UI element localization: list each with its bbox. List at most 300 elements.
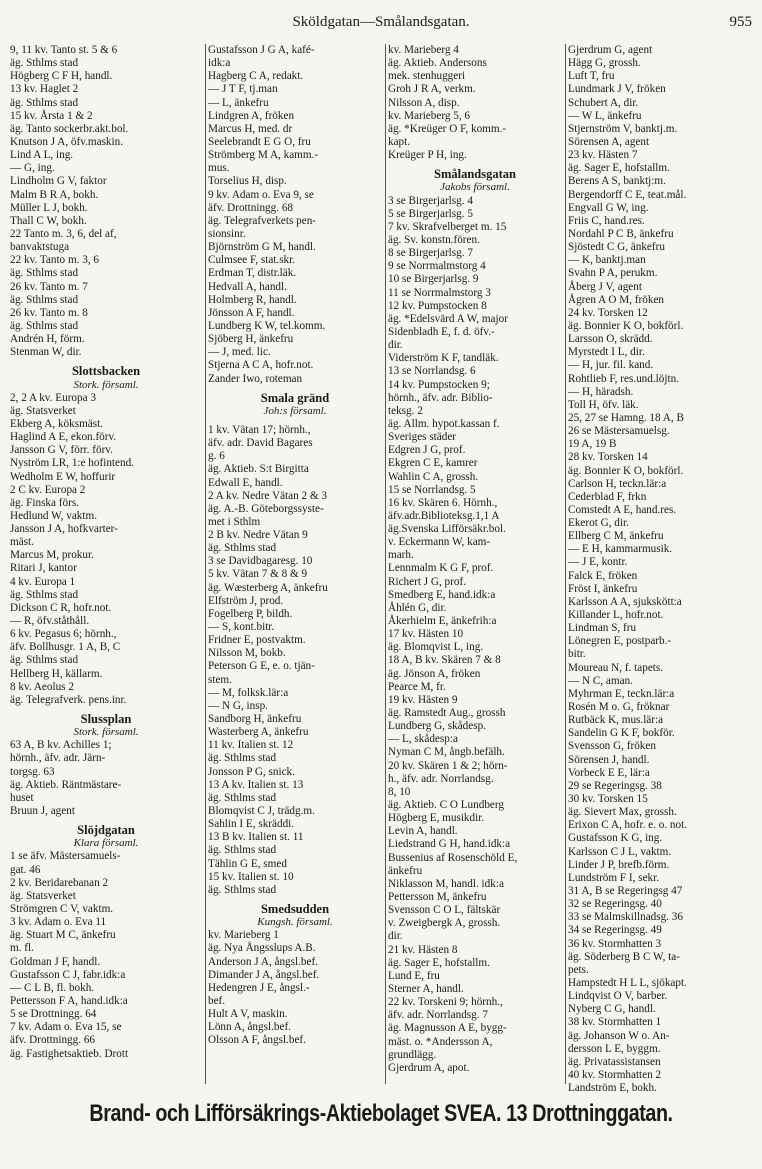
directory-entry: 15 kv. Årsta 1 & 2 — [10, 109, 93, 122]
directory-entry: Fridner E, postvaktm. — [208, 634, 306, 647]
directory-entry: 5 se Birgerjarlsg. 5 — [388, 207, 473, 220]
directory-entry: Lindholm G V, faktor — [10, 175, 107, 188]
directory-entry: 1 se äfv. Mästersamuels- — [10, 850, 121, 863]
directory-entry: — G, ing. — [10, 162, 55, 175]
directory-entry: Svensson C O L, fältskär — [388, 904, 501, 917]
directory-entry: Rohtlieb F, res.und.löjtn. — [568, 372, 679, 385]
directory-entry: äg. *Kreüger O F, komm.- — [388, 122, 507, 135]
directory-entry: — J, med. lic. — [208, 346, 271, 359]
directory-entry: 1 kv. Vätan 17; hörnh., — [208, 423, 311, 436]
directory-entry: Gustafsson K G, ing. — [568, 832, 663, 845]
directory-entry: 32 se Regeringsg. 40 — [568, 898, 662, 911]
directory-entry: äg. Wæsterberg A, änkefru — [208, 581, 328, 594]
directory-entry: 2 kv. Beridarebanan 2 — [10, 876, 109, 889]
directory-entry: äg. Aktieb. S:t Birgitta — [208, 463, 309, 476]
directory-entry: stem. — [208, 673, 232, 686]
directory-entry: äg. Sv. konstn.fören. — [388, 233, 480, 246]
directory-entry: Edwall E, handl. — [208, 476, 283, 489]
directory-entry: Lind A L, ing. — [10, 149, 74, 162]
directory-entry: Hampstedt H L L, sjökapt. — [568, 976, 687, 989]
directory-entry: 7 kv. Adam o. Eva 15, se — [10, 1021, 122, 1034]
directory-entry: Stenman W, dir. — [10, 346, 82, 359]
directory-entry: äg. Aktieb. Andersons — [388, 57, 487, 70]
directory-entry: — W L, änkefru — [568, 109, 642, 122]
directory-entry: Hellberg H, källarm. — [10, 667, 103, 680]
directory-entry: äg. Sthlms stad — [10, 654, 79, 667]
directory-entry: Müller L J, bokh. — [10, 201, 88, 214]
directory-entry: 9 se Norrmalmstorg 4 — [388, 260, 486, 273]
directory-entry: äg. Aktieb. C O Lundberg — [388, 799, 505, 812]
directory-entry: Jonsson P G, snick. — [208, 765, 295, 778]
directory-entry: Andrén H, förm. — [10, 333, 85, 346]
parish-label: Klara församl. — [73, 837, 139, 850]
directory-entry: Bruun J, agent — [10, 805, 75, 818]
directory-entry: Lindgren A, fröken — [208, 109, 295, 122]
directory-entry: äg. Statsverket — [10, 404, 76, 417]
directory-entry: mus. — [208, 162, 230, 175]
directory-entry: — J E, kontr. — [568, 556, 628, 569]
directory-entry: teksg. 2 — [388, 404, 423, 417]
directory-entry: Stjerna A C A, hofr.not. — [208, 359, 314, 372]
directory-entry: Gustafsson J G A, kafé- — [208, 44, 315, 56]
directory-entry: Karlsson A A, sjukskött:a — [568, 595, 682, 608]
parish-label: Stork. församl. — [73, 378, 139, 391]
directory-entry: Liedstrand G H, hand.idk:a — [388, 838, 511, 851]
directory-entry: — S, kont.bitr. — [208, 621, 275, 634]
directory-entry: Rosén M o. G, fröknar — [568, 701, 670, 714]
directory-entry: mäst. — [10, 536, 34, 549]
directory-entry: Hedengren J E, ångsl.- — [208, 981, 310, 994]
directory-entry: Sahlin I E, skräddi. — [208, 818, 295, 831]
directory-entry: äfv. adr. David Bagares — [208, 437, 313, 450]
directory-entry: Edgren J G, prof. — [388, 444, 466, 457]
directory-entry: Niklasson M, handl. idk:a — [388, 877, 504, 890]
directory-entry: Nilsson M, bokb. — [208, 647, 286, 660]
directory-entry: 2, 2 A kv. Europa 3 — [10, 391, 96, 404]
directory-entry: äg. Sthlms stad — [10, 588, 79, 601]
directory-entry: Dickson C R, hofr.not. — [10, 601, 112, 614]
directory-entry: Bussenius af Rosenschöld E, — [388, 851, 518, 864]
directory-entry: Lundberg G, skådesp. — [388, 720, 486, 733]
directory-entry: kv. Marieberg 1 — [208, 929, 279, 942]
directory-entry: 23 kv. Hästen 7 — [568, 149, 638, 162]
directory-entry: äg. Aktieb. Räntmästare- — [10, 778, 122, 791]
directory-entry: 3 se Davidbagaresg. 10 — [208, 555, 313, 568]
directory-entry: 9 kv. Adam o. Eva 9, se — [208, 188, 314, 201]
directory-entry: Goldman J F, handl. — [10, 955, 101, 968]
directory-entry: dir. — [388, 339, 403, 352]
directory-entry: Sterner A, handl. — [388, 982, 464, 995]
directory-entry: — N C, aman. — [568, 674, 633, 687]
directory-entry: äg. Sthlms stad — [10, 293, 79, 306]
directory-entry: Groh J R A, verkm. — [388, 83, 476, 96]
directory-entry: äg. Telegrafverk. pens.inr. — [10, 693, 127, 706]
directory-entry: 18 A, B kv. Skären 7 & 8 — [388, 654, 501, 667]
directory-entry: Peterson G E, e. o. tjän- — [208, 660, 315, 673]
directory-entry: — R, öfv.ståthåll. — [10, 615, 90, 628]
directory-entry: pets. — [568, 963, 589, 976]
street-heading: Slöjdgatan — [77, 823, 135, 838]
directory-entry: äg. Privatassistansen — [568, 1055, 661, 1068]
directory-entry: mäst. o. *Andersson A, — [388, 1035, 493, 1048]
directory-entry: hörnh., äfv. adr. Biblio- — [388, 391, 493, 404]
directory-entry: 5 kv. Vätan 7 & 8 & 9 — [208, 568, 308, 581]
directory-entry: Pettersson F A, hand.idk:a — [10, 994, 128, 1007]
directory-entry: Linder J P, brefb.förm. — [568, 858, 670, 871]
directory-entry: 8 se Birgerjarlsg. 7 — [388, 247, 473, 260]
directory-entry: Rutbäck K, mus.lär:a — [568, 714, 664, 727]
directory-entry: äg. Stuart M C, änkefru — [10, 929, 116, 942]
parish-label: Jakobs församl. — [440, 181, 510, 194]
directory-entry: Killander L, hofr.not. — [568, 609, 664, 622]
directory-entry: 28 kv. Torsken 14 — [568, 451, 648, 464]
directory-entry: 15 kv. Italien st. 10 — [208, 870, 294, 883]
directory-entry: Pearce M, fr. — [388, 680, 446, 693]
directory-entry: Ågren A O M, fröken — [568, 293, 665, 306]
directory-entry: 2 A kv. Nedre Vätan 2 & 3 — [208, 489, 328, 502]
directory-entry: Sveriges städer — [388, 431, 457, 444]
directory-entry: äg. Ramstedt Aug., grossh — [388, 707, 506, 720]
directory-entry: äg. Blomqvist L, ing. — [388, 641, 484, 654]
street-heading: Smedsudden — [260, 902, 330, 916]
directory-entry: 19 A, 19 B — [568, 438, 617, 451]
directory-entry: Svensson G, fröken — [568, 740, 656, 753]
directory-entry: 24 kv. Torsken 12 — [568, 306, 648, 319]
directory-entry: äfv. Bollhusgr. 1 A, B, C — [10, 641, 121, 654]
directory-entry: Thall C W, bokh. — [10, 214, 87, 227]
directory-entry: Wedholm E W, hoffurir — [10, 470, 116, 483]
directory-entry: Torselius H, disp. — [208, 175, 287, 188]
directory-entry: Haglind A E, ekon.förv. — [10, 431, 117, 444]
directory-entry: Larsson O, skrädd. — [568, 333, 653, 346]
parish-label: Joh:s församl. — [263, 404, 327, 417]
directory-entry: äfv. Drottningg. 68 — [208, 201, 294, 214]
directory-entry: Lundmark J V, fröken — [568, 83, 666, 96]
directory-entry: änkefru — [388, 864, 423, 877]
directory-entry: — J T F, tj.man — [208, 83, 278, 96]
directory-entry: 21 kv. Hästen 8 — [388, 943, 458, 956]
directory-entry: Jönsson A F, handl. — [208, 306, 295, 319]
directory-entry: — H, häradsh. — [568, 385, 634, 398]
directory-entry: Engvall G W, ing. — [568, 201, 649, 214]
directory-entry: m. fl. — [10, 942, 34, 955]
directory-entry: äg. Sthlms stad — [208, 844, 277, 857]
directory-entry: Lönegren E, postparb.- — [568, 635, 672, 648]
directory-entry: Bergendorff C E, teat.mål. — [568, 188, 687, 201]
directory-entry: äg. Sthlms stad — [208, 542, 277, 555]
directory-entry: Lundström F I, sekr. — [568, 871, 660, 884]
directory-entry: Sjöstedt C G, änkefru — [568, 241, 665, 254]
directory-entry: 14 kv. Pumpstocken 9; — [388, 378, 490, 391]
directory-entry: 7 kv. Skrafvelberget m. 15 — [388, 220, 507, 233]
directory-entry: 17 kv. Hästen 10 — [388, 628, 464, 641]
directory-entry: Strömberg M A, kamm.- — [208, 149, 319, 162]
directory-entry: Elfström J, prod. — [208, 594, 284, 607]
directory-entry: 38 kv. Stormhatten 1 — [568, 1016, 662, 1029]
directory-entry: Carlson H, teckn.lär:a — [568, 477, 667, 490]
directory-entry: Seelebrandt E G O, fru — [208, 135, 311, 148]
directory-entry: Nordahl P C B, änkefru — [568, 227, 674, 240]
directory-entry: äg. Sthlms stad — [10, 57, 79, 70]
directory-entry: mek. stenhuggeri — [388, 70, 466, 83]
page-title: Sköldgatan—Smålandsgatan. — [292, 14, 470, 30]
directory-entry: Olsson A F, ångsl.bef. — [208, 1034, 306, 1047]
directory-entry: 25, 27 se Hamng. 18 A, B — [568, 411, 684, 424]
parish-label: Kungsh. församl. — [257, 916, 333, 929]
directory-entry: 22 kv. Torskeni 9; hörnh., — [388, 996, 503, 1009]
directory-entry: Anderson J A, ångsl.bef. — [208, 955, 318, 968]
directory-entry: Gjerdrum G, agent — [568, 44, 653, 56]
directory-entry: 3 se Birgerjarlsg. 4 — [388, 194, 473, 207]
directory-entry: Åberg J V, agent — [568, 280, 642, 293]
directory-entry: hörnh., äfv. adr. Järn- — [10, 752, 106, 765]
directory-entry: Jansson G V, förr. förv. — [10, 444, 113, 457]
directory-entry: 34 se Regeringsg. 49 — [568, 924, 662, 937]
street-heading: Smala gränd — [260, 390, 330, 405]
column-3 — [386, 44, 566, 1084]
directory-entry: 26 se Mästersamuelsg. — [568, 425, 670, 438]
directory-entry: Culmsee F, stat.skr. — [208, 254, 296, 267]
directory-entry: Stjernström V, banktj.m. — [568, 122, 678, 135]
directory-entry: Fogelberg P, bildh. — [208, 607, 293, 620]
directory-entry: Lönn A, ångsl.bef. — [208, 1021, 291, 1034]
directory-entry: Hagberg C A, redakt. — [208, 70, 304, 83]
directory-entry: v. Eckermann W, kam- — [388, 536, 491, 549]
directory-entry: 6 kv. Pegasus 6; hörnh., — [10, 628, 117, 641]
directory-entry: Lennmalm K G F, prof. — [388, 562, 494, 575]
directory-entry: 19 kv. Hästen 9 — [388, 693, 458, 706]
directory-entry: 26 kv. Tanto m. 7 — [10, 280, 88, 293]
directory-entry: äg. Sthlms stad — [208, 752, 277, 765]
directory-entry: Lindman S, fru — [568, 622, 637, 635]
directory-entry: 4 kv. Europa 1 — [10, 575, 76, 588]
directory-entry: 13 A kv. Italien st. 13 — [208, 778, 304, 791]
directory-entry: äg. Sager E, hofstallm. — [568, 162, 670, 175]
directory-entry: Fröst I, änkefru — [568, 582, 638, 595]
directory-entry: Gustafsson C J, fabr.idk:a — [10, 968, 126, 981]
directory-entry: Nyberg C G, handl. — [568, 1003, 656, 1016]
directory-entry: v. Zweigbergk A, grossh. — [388, 917, 501, 930]
directory-entry: Dimander J A, ångsl.bef. — [208, 968, 320, 981]
directory-entry: 3 kv. Adam o. Eva 11 — [10, 916, 107, 929]
directory-entry: 63 A, B kv. Achilles 1; — [10, 739, 112, 752]
directory-entry: h., äfv. adr. Norrlandsg. — [388, 772, 494, 785]
directory-entry: Comstedt A E, hand.res. — [568, 503, 677, 516]
directory-entry: Nyman C M, ångb.befälh. — [388, 746, 505, 759]
directory-entry: äg. Telegrafverkets pen- — [208, 214, 317, 227]
directory-entry: huset — [10, 791, 34, 804]
directory-entry: Lundberg K W, tel.komm. — [208, 319, 326, 332]
parish-label: Stork. församl. — [73, 726, 139, 739]
directory-entry: äg. Sthlms stad — [208, 791, 277, 804]
directory-entry: — L, skådesp:a — [388, 733, 458, 746]
column-2 — [206, 44, 386, 1084]
directory-entry: kv. Marieberg 4 — [388, 44, 459, 56]
directory-entry: 8 kv. Aeolus 2 — [10, 680, 74, 693]
directory-entry: 11 se Norrmalmstorg 3 — [388, 286, 491, 299]
directory-entry: Gjerdrum A, apot. — [388, 1061, 470, 1074]
directory-columns — [8, 44, 756, 1095]
directory-entry: kapt. — [388, 135, 411, 148]
directory-entry: Åkerhielm E, änkefrih:a — [388, 615, 497, 628]
directory-entry: — H, jur. fil. kand. — [568, 359, 654, 372]
directory-entry: — C L B, fl. bokh. — [10, 981, 95, 994]
directory-entry: äg. Nya Ångsslups A.B. — [208, 942, 316, 955]
directory-entry: 36 kv. Stormhatten 3 — [568, 937, 662, 950]
directory-entry: 30 kv. Torsken 15 — [568, 793, 648, 806]
directory-entry: sionsinr. — [208, 227, 246, 240]
directory-entry: 29 se Regeringsg. 38 — [568, 779, 662, 792]
street-heading: Smålandsgatan — [434, 167, 516, 182]
directory-entry: Sjöberg H, änkefru — [208, 333, 294, 346]
directory-entry: Malm B R A, bokh. — [10, 188, 99, 201]
directory-entry: bef. — [208, 994, 226, 1007]
directory-entry: Wasterberg A, änkefru — [208, 726, 309, 739]
directory-entry: bitr. — [568, 648, 586, 661]
directory-entry: marh. — [388, 549, 414, 562]
directory-entry: Landström E, bokh. — [568, 1082, 657, 1095]
directory-entry: Zander Iwo, roteman — [208, 372, 303, 385]
directory-entry: Friis C, hand.res. — [568, 214, 645, 227]
directory-entry: Lindqvist O V, barber. — [568, 990, 668, 1003]
directory-entry: — M, folksk.lär:a — [208, 686, 289, 699]
directory-entry: — E H, kammarmusik. — [568, 543, 673, 556]
directory-entry: Björnström G M, handl. — [208, 241, 316, 254]
directory-entry: äg. Bonnier K O, bokförl. — [568, 319, 684, 332]
running-head — [0, 14, 762, 36]
directory-entry: 8, 10 — [388, 785, 411, 798]
directory-entry: 11 kv. Italien st. 12 — [208, 739, 294, 752]
directory-entry: Levin A, handl. — [388, 825, 458, 838]
directory-entry: Berens A S, banktj:m. — [568, 175, 666, 188]
directory-entry: 13 se Norrlandsg. 6 — [388, 365, 476, 378]
directory-entry: Nilsson A, disp. — [388, 96, 460, 109]
directory-entry: Richert J G, prof. — [388, 575, 466, 588]
directory-entry: 2 B kv. Nedre Vätan 9 — [208, 529, 308, 542]
directory-entry: äg. Allm. hypot.kassan f. — [388, 417, 500, 430]
directory-entry: Lund E, fru — [388, 969, 440, 982]
directory-entry: Sandborg H, änkefru — [208, 713, 302, 726]
directory-entry: Ekgren C E, kamrer — [388, 457, 478, 470]
directory-entry: Moureau N, f. tapets. — [568, 661, 664, 674]
directory-entry: Hedlund W, vaktm. — [10, 509, 98, 522]
directory-entry: 10 se Birgerjarlsg. 9 — [388, 273, 479, 286]
directory-entry: Toll H, öfv. läk. — [568, 398, 639, 411]
directory-entry: Pettersson M, änkefru — [388, 891, 487, 903]
directory-entry: 26 kv. Tanto m. 8 — [10, 306, 88, 319]
directory-entry: äg. Fastighetsaktieb. Drott — [10, 1047, 129, 1060]
directory-entry: äg. Jönson A, fröken — [388, 667, 481, 680]
directory-entry: Viderström K F, tandläk. — [388, 352, 499, 365]
directory-entry: Myrstedt I L, dir. — [568, 346, 645, 359]
street-heading: Slottsbacken — [71, 364, 141, 379]
directory-entry: — N G, insp. — [208, 699, 268, 712]
directory-entry: Tählin G E, smed — [208, 857, 287, 870]
column-1 — [8, 44, 206, 1084]
directory-entry: 5 se Drottningg. 64 — [10, 1008, 97, 1021]
directory-entry: 20 kv. Skären 1 & 2; hörn- — [388, 759, 508, 772]
directory-entry: äfv.adr.Biblioteksg.1,1 A — [388, 509, 500, 522]
directory-entry: Ekerot G, dir. — [568, 517, 629, 530]
directory-entry: banvaktstuga — [10, 241, 70, 254]
directory-entry: äg. A.-B. Göteborgssyste- — [208, 502, 324, 515]
directory-entry: Luft T, fru — [568, 70, 615, 83]
directory-entry: 33 se Malmskillnadsg. 36 — [568, 911, 683, 924]
directory-entry: 2 C kv. Europa 2 — [10, 483, 86, 496]
directory-entry: Ekberg A, köksmäst. — [10, 417, 104, 430]
directory-entry: Falck E, fröken — [568, 569, 638, 582]
directory-entry: äg. Sthlms stad — [208, 883, 277, 896]
directory-entry: 12 kv. Pumpstocken 8 — [388, 299, 487, 312]
directory-entry: Hedvall A, handl. — [208, 280, 287, 293]
directory-entry: äg. *Edelsvärd A W, major — [388, 312, 508, 325]
directory-entry: dersson L E, byggm. — [568, 1042, 661, 1055]
directory-entry: 22 Tanto m. 3, 6, del af, — [10, 227, 117, 240]
directory-entry: Sörensen A, agent — [568, 135, 650, 148]
directory-entry: Högberg E, musikdir. — [388, 812, 485, 825]
directory-entry: 9, 11 kv. Tanto st. 5 & 6 — [10, 44, 118, 56]
directory-entry: Marcus H, med. dr — [208, 122, 293, 135]
directory-entry: idk:a — [208, 57, 231, 70]
directory-entry: 13 B kv. Italien st. 11 — [208, 831, 304, 844]
directory-entry: Ellberg C M, änkefru — [568, 530, 664, 543]
column-4 — [566, 44, 756, 1095]
directory-entry: Sidenbladh E, f. d. öfv.- — [388, 325, 495, 338]
directory-entry: Nyström LR, 1:e hofintend. — [10, 457, 134, 470]
directory-entry: torgsg. 63 — [10, 765, 55, 778]
directory-entry: äg. Sager E, hofstallm. — [388, 956, 490, 969]
directory-entry: Högberg C F H, handl. — [10, 70, 113, 83]
directory-entry: Schubert A, dir. — [568, 96, 639, 109]
directory-entry: Wahlin C A, grossh. — [388, 470, 479, 483]
directory-entry: 40 kv. Stormhatten 2 — [568, 1068, 662, 1081]
directory-entry: 15 se Norrlandsg. 5 — [388, 483, 476, 496]
directory-entry: 16 kv. Skären 6. Hörnh., — [388, 496, 498, 509]
directory-entry: — L, änkefru — [208, 96, 269, 109]
directory-entry: äg. Statsverket — [10, 889, 76, 902]
directory-entry: 13 kv. Haglet 2 — [10, 83, 79, 96]
directory-entry: äg. Finska förs. — [10, 496, 79, 509]
street-heading: Slussplan — [80, 712, 132, 727]
directory-entry: 31 A, B se Regeringsg 47 — [568, 885, 683, 897]
directory-entry: Myhrman E, teckn.lär:a — [568, 687, 675, 700]
directory-entry: äg. Bonnier K O, bokförl. — [568, 464, 684, 477]
directory-entry: Erdman T, distr.läk. — [208, 267, 297, 280]
directory-entry: äg. Magnusson A E, bygg- — [388, 1022, 507, 1035]
directory-entry: Vorbeck E E, lär:a — [568, 766, 650, 779]
directory-entry: äfv. adr. Norrlandsg. 7 — [388, 1009, 488, 1022]
directory-entry: Kreüger P H, ing. — [388, 149, 467, 162]
page-number: 955 — [729, 14, 752, 30]
directory-entry: Hult A V, maskin. — [208, 1008, 288, 1021]
directory-entry: 22 kv. Tanto m. 3, 6 — [10, 254, 100, 267]
directory-entry: Strömgren C V, vaktm. — [10, 903, 114, 915]
directory-entry: äg. Sthlms stad — [10, 319, 79, 332]
directory-entry: grundlägg. — [388, 1048, 437, 1061]
directory-entry: äg.Svenska Lifförsäkr.bol. — [388, 523, 506, 536]
directory-entry: Blomqvist C J, trädg.m. — [208, 805, 315, 818]
advertisement-footer: Brand- och Lifförsäkrings-Aktiebolaget SVEA. 13 Drottninggatan. — [89, 1100, 673, 1127]
directory-entry: äg. Sievert Max, grossh. — [568, 806, 677, 819]
directory-entry: Åhlén G, dir. — [388, 601, 447, 614]
directory-entry: Knutson J A, öfv.maskin. — [10, 135, 124, 148]
directory-entry: met i Sthlm — [208, 515, 261, 528]
directory-entry: — K, banktj.man — [568, 254, 646, 267]
directory-entry: Erixon C A, hofr. e. o. not. — [568, 819, 688, 832]
directory-entry: gat. 46 — [10, 863, 41, 876]
directory-entry: Smedberg E, hand.idk:a — [388, 588, 496, 601]
directory-entry: Ritari J, kantor — [10, 562, 77, 575]
